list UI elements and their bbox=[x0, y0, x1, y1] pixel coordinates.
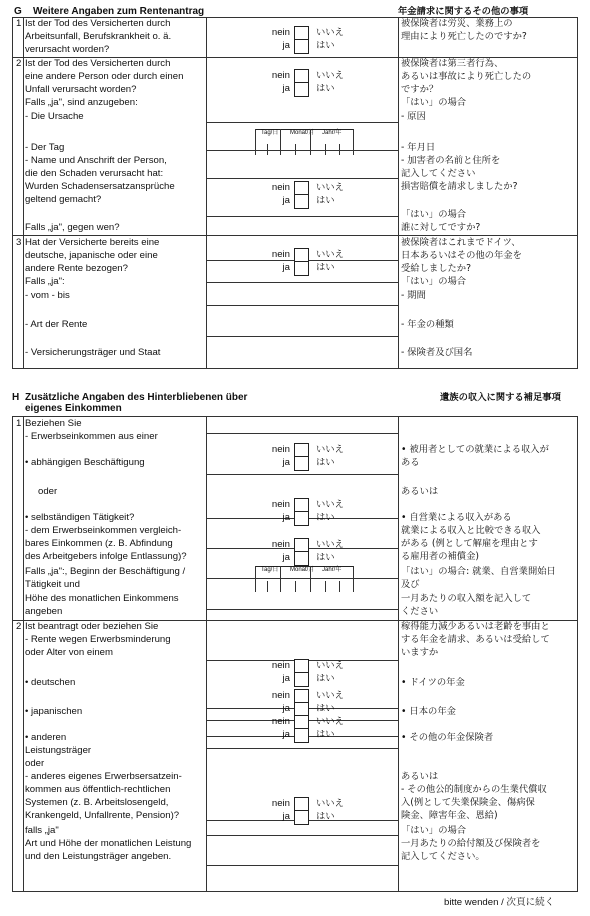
label-nein: nein bbox=[271, 660, 290, 671]
question-text-jp: - 保険者及び国名 bbox=[401, 347, 473, 358]
label-ja-jp: はい bbox=[316, 673, 335, 684]
label-ja: ja bbox=[282, 512, 290, 523]
rule-line bbox=[12, 416, 13, 891]
label-ja: ja bbox=[282, 811, 290, 822]
question-text-jp: 日本あるいはその他の年金を bbox=[401, 250, 522, 261]
rule-line bbox=[255, 129, 256, 155]
label-ja: ja bbox=[282, 673, 290, 684]
rule-line bbox=[206, 122, 398, 123]
question-text: Leistungsträger bbox=[25, 745, 92, 756]
question-text-jp: • 被用者としての就業による収入が bbox=[401, 444, 549, 455]
question-text: • selbständigen Tätigkeit? bbox=[25, 512, 135, 523]
rule-line bbox=[280, 129, 281, 155]
rule-line bbox=[206, 609, 398, 610]
question-text-jp: 受給しましたか? bbox=[401, 263, 472, 274]
label-ja-jp: はい bbox=[316, 262, 335, 273]
label-ja: ja bbox=[282, 729, 290, 740]
question-text: Wurden Schadensersatzansprüche bbox=[25, 181, 175, 192]
question-text: kommen aus öffentlich-rechtlichen bbox=[25, 784, 171, 795]
rule-line bbox=[206, 336, 398, 337]
question-text-jp: 理由により死亡したのですか? bbox=[401, 31, 527, 42]
rule-line bbox=[267, 581, 268, 592]
rule-line bbox=[267, 144, 268, 155]
question-text-jp: あるいは事故により死亡したの bbox=[401, 71, 532, 82]
checkbox-ja[interactable] bbox=[294, 728, 309, 743]
label-nein: nein bbox=[271, 27, 290, 38]
label-nein: nein bbox=[271, 798, 290, 809]
rule-line bbox=[339, 581, 340, 592]
question-text-jp: - 原因 bbox=[401, 111, 426, 122]
section-g-title-jp: 年金請求に関するその他の事項 bbox=[398, 6, 529, 17]
rule-line bbox=[577, 416, 578, 891]
section-h-letter: H bbox=[12, 392, 20, 403]
question-text: Falls „ja":, Beginn der Beschäftigung / bbox=[25, 566, 186, 577]
rule-line bbox=[295, 581, 296, 592]
question-text-jp: いますか bbox=[401, 647, 439, 658]
rule-line bbox=[295, 144, 296, 155]
question-text: Art und Höhe der monatlichen Leistung bbox=[25, 838, 192, 849]
h2-number: 2 bbox=[16, 621, 22, 632]
checkbox-ja[interactable] bbox=[294, 511, 309, 526]
rule-line bbox=[255, 566, 256, 592]
question-text-jp: 被保険者はこれまでドイツ、 bbox=[401, 237, 521, 248]
question-text-jp: 「はい」の場合 bbox=[401, 276, 467, 287]
question-text-jp: - 加害者の名前と住所を bbox=[401, 155, 501, 166]
question-text-jp: 一月あたりの給付額及び保険者を bbox=[401, 838, 541, 849]
question-text: Tätigkeit und bbox=[25, 579, 80, 590]
question-text-jp: 「はい」の場合: 就業、自営業開始日 bbox=[401, 566, 556, 577]
section-g-letter: G bbox=[14, 6, 22, 17]
question-text: • abhängigen Beschäftigung bbox=[25, 457, 145, 468]
question-text-jp: ある bbox=[401, 457, 420, 468]
question-text: und den Leistungsträger angeben. bbox=[25, 851, 172, 862]
question-text-jp: • ドイツの年金 bbox=[401, 677, 465, 688]
rule-line bbox=[577, 17, 578, 368]
checkbox-ja[interactable] bbox=[294, 672, 309, 687]
question-text-jp: 険金、障害年金、恩給) bbox=[401, 810, 498, 821]
rule-line bbox=[206, 305, 398, 306]
checkbox-ja[interactable] bbox=[294, 551, 309, 566]
label-ja-jp: はい bbox=[316, 703, 335, 714]
label-nein-jp: いいえ bbox=[316, 798, 344, 809]
rule-line bbox=[353, 566, 354, 592]
section-h-title-jp: 遺族の収入に関する補足事項 bbox=[440, 392, 561, 403]
question-text-jp: 被保険者は第三者行為、 bbox=[401, 58, 504, 69]
rule-line bbox=[353, 129, 354, 155]
checkbox-ja[interactable] bbox=[294, 194, 309, 209]
date-month-label: Monat/月 bbox=[290, 567, 315, 573]
rule-line bbox=[398, 17, 399, 368]
section-h-title: eigenes Einkommen bbox=[25, 403, 122, 414]
question-text: Falls „ja", gegen wen? bbox=[25, 222, 120, 233]
label-nein-jp: いいえ bbox=[316, 70, 344, 81]
question-text: Ist beantragt oder beziehen Sie bbox=[25, 621, 159, 632]
question-text: Systemen (z. B. Arbeitslosengeld, bbox=[25, 797, 169, 808]
label-nein-jp: いいえ bbox=[316, 249, 344, 260]
label-ja: ja bbox=[282, 703, 290, 714]
question-text: - Name und Anschrift der Person, bbox=[25, 155, 167, 166]
rule-line bbox=[23, 416, 24, 891]
question-text: Höhe des monatlichen Einkommens bbox=[25, 593, 179, 604]
date-month-label: Monat/月 bbox=[290, 130, 315, 136]
label-nein: nein bbox=[271, 690, 290, 701]
checkbox-ja[interactable] bbox=[294, 810, 309, 825]
checkbox-ja[interactable] bbox=[294, 82, 309, 97]
label-nein: nein bbox=[271, 70, 290, 81]
question-text-jp: 損害賠償を請求しましたか? bbox=[401, 181, 518, 192]
label-ja-jp: はい bbox=[316, 729, 335, 740]
question-text-jp: 被保険者は労災、業務上の bbox=[401, 18, 513, 29]
question-text: • deutschen bbox=[25, 677, 76, 688]
h1-number: 1 bbox=[16, 418, 22, 429]
rule-line bbox=[280, 566, 281, 592]
rule-line bbox=[310, 566, 311, 592]
rule-line bbox=[206, 835, 398, 836]
question-text: Beziehen Sie bbox=[25, 418, 82, 429]
label-nein-jp: いいえ bbox=[316, 499, 344, 510]
date-tag-label: Tag/日 bbox=[261, 567, 279, 573]
label-ja-jp: はい bbox=[316, 457, 335, 468]
rule-line bbox=[206, 216, 398, 217]
question-text: falls „ja" bbox=[25, 825, 59, 836]
date-tag-label: Tag/日 bbox=[261, 130, 279, 136]
question-text: die den Schaden verursacht hat: bbox=[25, 168, 164, 179]
question-text: Hat der Versicherte bereits eine bbox=[25, 237, 160, 248]
rule-line bbox=[12, 416, 578, 417]
question-text: • japanischen bbox=[25, 706, 83, 717]
question-text: angeben bbox=[25, 606, 63, 617]
label-nein: nein bbox=[271, 249, 290, 260]
label-nein-jp: いいえ bbox=[316, 182, 344, 193]
footer-text: bitte wenden / 次頁に続く bbox=[444, 897, 555, 908]
label-nein: nein bbox=[271, 444, 290, 455]
q3-number: 3 bbox=[16, 237, 22, 248]
question-text: Krankengeld, Unfallrente, Pension)? bbox=[25, 810, 180, 821]
question-text-jp: 誰に対してですか? bbox=[401, 222, 481, 233]
question-text-jp: - 期間 bbox=[401, 290, 426, 301]
rule-line bbox=[310, 129, 311, 155]
question-text-jp: 記入してください bbox=[401, 168, 476, 179]
question-text-jp: - その他公的制度からの生業代償収 bbox=[401, 784, 547, 795]
question-text: andere Rente bezogen? bbox=[25, 263, 128, 274]
question-text: • anderen bbox=[25, 732, 67, 743]
label-ja-jp: はい bbox=[316, 195, 335, 206]
question-text: - anderes eigenes Erwerbsersatzein- bbox=[25, 771, 182, 782]
question-text: Unfall verursacht worden? bbox=[25, 84, 137, 95]
label-nein-jp: いいえ bbox=[316, 716, 344, 727]
question-text: Ist der Tod des Versicherten durch bbox=[25, 18, 171, 29]
rule-line bbox=[398, 416, 399, 891]
question-text-jp: 記入してください。 bbox=[401, 851, 485, 862]
question-text: oder Alter von einem bbox=[25, 647, 113, 658]
question-text-jp: • その他の年金保険者 bbox=[401, 732, 494, 743]
rule-line bbox=[206, 865, 398, 866]
rule-line bbox=[339, 144, 340, 155]
question-text-jp: - 年金の種類 bbox=[401, 319, 454, 330]
rule-line bbox=[12, 368, 578, 369]
question-text: Arbeitsunfall, Berufskrankheit o. ä. bbox=[25, 31, 172, 42]
q1-number: 1 bbox=[16, 18, 22, 29]
question-text-jp: 及び bbox=[401, 579, 420, 590]
date-year-label: Jahr/年 bbox=[322, 567, 342, 573]
label-ja: ja bbox=[282, 457, 290, 468]
label-ja: ja bbox=[282, 83, 290, 94]
rule-line bbox=[206, 17, 207, 368]
question-text-jp: ください bbox=[401, 606, 439, 617]
question-text-jp: がある (例として解雇を理由とす bbox=[401, 538, 538, 549]
rule-line bbox=[23, 17, 24, 368]
label-nein: nein bbox=[271, 716, 290, 727]
label-ja-jp: はい bbox=[316, 83, 335, 94]
question-text: des Arbeitgebers infolge Entlassung)? bbox=[25, 551, 187, 562]
question-text: - Versicherungsträger und Staat bbox=[25, 347, 161, 358]
label-nein-jp: いいえ bbox=[316, 27, 344, 38]
question-text: oder bbox=[25, 758, 45, 769]
question-text: bares Einkommen (z. B. Abfindung bbox=[25, 538, 173, 549]
label-ja-jp: はい bbox=[316, 40, 335, 51]
question-text-jp: する年金を請求、あるいは受給して bbox=[401, 634, 550, 645]
q2-number: 2 bbox=[16, 58, 22, 69]
label-nein-jp: いいえ bbox=[316, 690, 344, 701]
question-text-jp: 稼得能力減少あるいは老齢を事由と bbox=[401, 621, 550, 632]
label-nein: nein bbox=[271, 539, 290, 550]
question-text-jp: 「はい」の場合 bbox=[401, 97, 467, 108]
rule-line bbox=[206, 282, 398, 283]
question-text: - dem Erwerbseinkommen vergleich- bbox=[25, 525, 182, 536]
section-h-title: Zusätzliche Angaben des Hinterbliebenen über bbox=[25, 392, 248, 403]
label-ja: ja bbox=[282, 40, 290, 51]
question-text-jp: 就業による収入と比較できる収入 bbox=[401, 525, 541, 536]
rule-line bbox=[325, 581, 326, 592]
question-text: deutsche, japanische oder eine bbox=[25, 250, 158, 261]
question-text-jp: あるいは bbox=[401, 486, 439, 497]
label-ja-jp: はい bbox=[316, 512, 335, 523]
rule-line bbox=[206, 433, 398, 434]
question-text: eine andere Person oder durch einen bbox=[25, 71, 184, 82]
question-text: Ist der Tod des Versicherten durch bbox=[25, 58, 171, 69]
question-text-jp: • 日本の年金 bbox=[401, 706, 456, 717]
rule-line bbox=[206, 748, 398, 749]
question-text: - Erwerbseinkommen aus einer bbox=[25, 431, 158, 442]
label-ja: ja bbox=[282, 552, 290, 563]
question-text-jp: あるいは bbox=[401, 771, 439, 782]
question-text: - Der Tag bbox=[25, 142, 65, 153]
question-text-jp: - 年月日 bbox=[401, 142, 436, 153]
checkbox-ja[interactable] bbox=[294, 39, 309, 54]
question-text: - Die Ursache bbox=[25, 111, 84, 122]
label-nein: nein bbox=[271, 182, 290, 193]
label-nein: nein bbox=[271, 499, 290, 510]
section-g-title: Weitere Angaben zum Rentenantrag bbox=[33, 6, 205, 17]
rule-line bbox=[206, 474, 398, 475]
question-text: verursacht worden? bbox=[25, 44, 110, 55]
question-text: Falls „ja": bbox=[25, 276, 65, 287]
rule-line bbox=[12, 891, 578, 892]
question-text: oder bbox=[38, 486, 58, 497]
question-text-jp: ですか？ bbox=[401, 84, 439, 95]
rule-line bbox=[12, 17, 13, 368]
question-text-jp: 入(例として失業保険金、傷病保 bbox=[401, 797, 535, 808]
date-year-label: Jahr/年 bbox=[322, 130, 342, 136]
label-ja-jp: はい bbox=[316, 811, 335, 822]
question-text-jp: 一月あたりの収入額を記入して bbox=[401, 593, 532, 604]
checkbox-ja[interactable] bbox=[294, 456, 309, 471]
question-text: Falls „ja", sind anzugeben: bbox=[25, 97, 138, 108]
label-ja-jp: はい bbox=[316, 552, 335, 563]
question-text: geltend gemacht? bbox=[25, 194, 102, 205]
question-text-jp: 「はい」の場合 bbox=[401, 209, 467, 220]
rule-line bbox=[325, 144, 326, 155]
rule-line bbox=[12, 235, 578, 236]
question-text-jp: • 自営業による収入がある bbox=[401, 512, 512, 523]
label-nein-jp: いいえ bbox=[316, 660, 344, 671]
label-nein-jp: いいえ bbox=[316, 539, 344, 550]
label-ja: ja bbox=[282, 195, 290, 206]
question-text-jp: 「はい」の場合 bbox=[401, 825, 467, 836]
question-text: - Rente wegen Erwerbsminderung bbox=[25, 634, 171, 645]
question-text-jp: る雇用者の補償金) bbox=[401, 551, 480, 562]
question-text: - vom - bis bbox=[25, 290, 70, 301]
label-nein-jp: いいえ bbox=[316, 444, 344, 455]
checkbox-ja[interactable] bbox=[294, 261, 309, 276]
rule-line bbox=[206, 178, 398, 179]
question-text: - Art der Rente bbox=[25, 319, 88, 330]
label-ja: ja bbox=[282, 262, 290, 273]
